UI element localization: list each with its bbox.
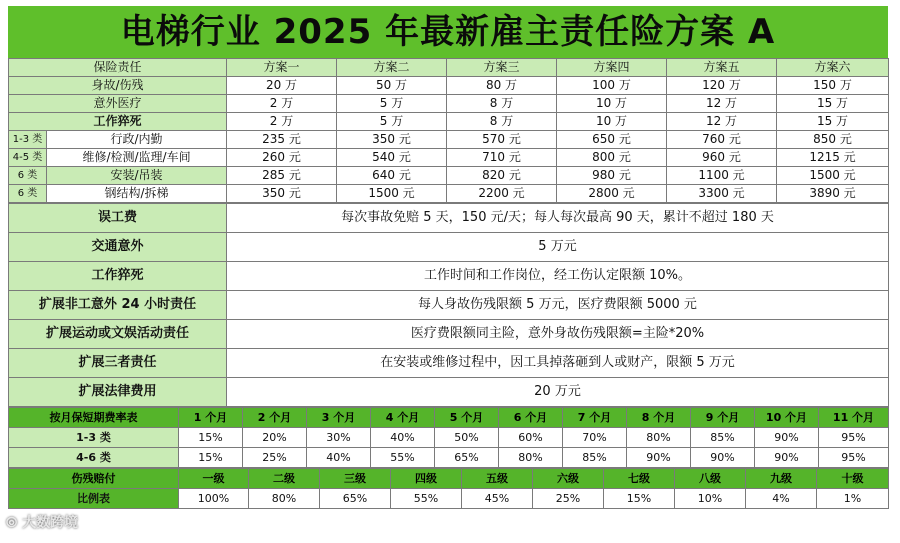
- cell: 100 万: [557, 77, 667, 95]
- cell: 55%: [391, 489, 462, 509]
- cell: 5 万元: [227, 233, 889, 262]
- cell: 820 元: [447, 167, 557, 185]
- month-header: 10 个月: [755, 408, 819, 428]
- cell: 工作时间和工作岗位，经工伤认定限额 10%。: [227, 262, 889, 291]
- table-row: [9, 167, 889, 185]
- cell: 50 万: [337, 77, 447, 95]
- cell: 90%: [691, 448, 755, 468]
- table-row: [9, 95, 889, 113]
- table-row: [9, 233, 889, 262]
- plan-column-header: 方案四: [557, 59, 667, 77]
- table-row: [9, 204, 889, 233]
- short-term-header-row: [9, 408, 889, 428]
- cell: 10%: [675, 489, 746, 509]
- cell: 80%: [499, 448, 563, 468]
- extras-table: [8, 203, 889, 407]
- cell: 1500 元: [337, 185, 447, 203]
- cell: 760 元: [667, 131, 777, 149]
- cell: 710 元: [447, 149, 557, 167]
- row-label: 身故/伤残: [9, 77, 227, 95]
- row-label: 扩展非工意外 24 小时责任: [9, 291, 227, 320]
- table-row: [9, 378, 889, 407]
- row-label: 交通意外: [9, 233, 227, 262]
- row-label: 安装/吊装: [47, 167, 227, 185]
- cell: 15%: [179, 448, 243, 468]
- cell: 540 元: [337, 149, 447, 167]
- cell: 2 万: [227, 95, 337, 113]
- level-header: 八级: [675, 469, 746, 489]
- cell: 25%: [533, 489, 604, 509]
- cell: 1500 元: [777, 167, 889, 185]
- cell: 15 万: [777, 113, 889, 131]
- month-header: 4 个月: [371, 408, 435, 428]
- cell: 260 元: [227, 149, 337, 167]
- cell: 8 万: [447, 95, 557, 113]
- table-row: [9, 291, 889, 320]
- level-header: 五级: [462, 469, 533, 489]
- cell: 40%: [371, 428, 435, 448]
- level-header: 六级: [533, 469, 604, 489]
- cell: 10 万: [557, 95, 667, 113]
- disability-header-row: [9, 469, 889, 489]
- page: [8, 6, 888, 509]
- cell: 10 万: [557, 113, 667, 131]
- cell: 4%: [746, 489, 817, 509]
- cell: 800 元: [557, 149, 667, 167]
- table-row: [9, 262, 889, 291]
- row-label: 工作猝死: [9, 262, 227, 291]
- table-row: [9, 428, 889, 448]
- row-label: 意外医疗: [9, 95, 227, 113]
- table-row: [9, 349, 889, 378]
- cell: 80 万: [447, 77, 557, 95]
- cell: 60%: [499, 428, 563, 448]
- month-header: 11 个月: [819, 408, 889, 428]
- plan-table: [8, 58, 889, 203]
- table-row: [9, 489, 889, 509]
- cell: 12 万: [667, 95, 777, 113]
- table-row: [9, 77, 889, 95]
- watermark-text: 大数跨境: [22, 515, 79, 531]
- row-label: 误工费: [9, 204, 227, 233]
- row-label: 行政/内勤: [47, 131, 227, 149]
- cell: 640 元: [337, 167, 447, 185]
- cell: 150 万: [777, 77, 889, 95]
- cell: 每人身故伤残限额 5 万元，医疗费限额 5000 元: [227, 291, 889, 320]
- cell: 235 元: [227, 131, 337, 149]
- cell: 100%: [179, 489, 249, 509]
- table-row: [9, 113, 889, 131]
- category-label: 6 类: [9, 185, 47, 203]
- cell: 65%: [435, 448, 499, 468]
- disability-table: [8, 468, 889, 509]
- cell: 570 元: [447, 131, 557, 149]
- cell: 95%: [819, 448, 889, 468]
- cell: 980 元: [557, 167, 667, 185]
- cell: 65%: [320, 489, 391, 509]
- cell: 350 元: [227, 185, 337, 203]
- table-row: [9, 320, 889, 349]
- cell: 每次事故免赔 5 天，150 元/天；每人每次最高 90 天，累计不超过 180 天: [227, 204, 889, 233]
- row-label: 维修/检测/监理/车间: [47, 149, 227, 167]
- month-header: 1 个月: [179, 408, 243, 428]
- cell: 5 万: [337, 95, 447, 113]
- month-header: 8 个月: [627, 408, 691, 428]
- table-row: [9, 185, 889, 203]
- cell: 15 万: [777, 95, 889, 113]
- cell: 5 万: [337, 113, 447, 131]
- row-label: 扩展法律费用: [9, 378, 227, 407]
- cell: 70%: [563, 428, 627, 448]
- cell: 350 元: [337, 131, 447, 149]
- watermark: [6, 512, 78, 532]
- cell: 1%: [817, 489, 889, 509]
- cell: 医疗费限额同主险，意外身故伤残限额=主险*20%: [227, 320, 889, 349]
- row-label: 工作猝死: [9, 113, 227, 131]
- cell: 在安装或维修过程中，因工具掉落砸到人或财产，限额 5 万元: [227, 349, 889, 378]
- cell: 1100 元: [667, 167, 777, 185]
- cell: 80%: [249, 489, 320, 509]
- disability-label-top: 伤残赔付: [9, 469, 179, 489]
- month-header: 5 个月: [435, 408, 499, 428]
- cell: 8 万: [447, 113, 557, 131]
- level-header: 三级: [320, 469, 391, 489]
- cell: 20%: [243, 428, 307, 448]
- cell: 20 万: [227, 77, 337, 95]
- row-label: 钢结构/拆梯: [47, 185, 227, 203]
- level-header: 四级: [391, 469, 462, 489]
- cell: 3890 元: [777, 185, 889, 203]
- month-header: 2 个月: [243, 408, 307, 428]
- cell: 95%: [819, 428, 889, 448]
- table-row: [9, 131, 889, 149]
- level-header: 十级: [817, 469, 889, 489]
- plan-column-header: 方案五: [667, 59, 777, 77]
- month-header: 9 个月: [691, 408, 755, 428]
- short-term-rate-table: [8, 407, 889, 468]
- category-label: 1-3 类: [9, 131, 47, 149]
- plan-header-row: [9, 59, 889, 77]
- plan-column-header: 方案一: [227, 59, 337, 77]
- row-label: 4-6 类: [9, 448, 179, 468]
- level-header: 九级: [746, 469, 817, 489]
- cell: 90%: [755, 448, 819, 468]
- cell: 30%: [307, 428, 371, 448]
- cell: 25%: [243, 448, 307, 468]
- row-label: 扩展三者责任: [9, 349, 227, 378]
- cell: 40%: [307, 448, 371, 468]
- cell: 50%: [435, 428, 499, 448]
- table-row: [9, 149, 889, 167]
- table-row: [9, 448, 889, 468]
- plan-column-header: 方案二: [337, 59, 447, 77]
- cell: 15%: [179, 428, 243, 448]
- level-header: 七级: [604, 469, 675, 489]
- category-label: 4-5 类: [9, 149, 47, 167]
- cell: 45%: [462, 489, 533, 509]
- level-header: 二级: [249, 469, 320, 489]
- cell: 1215 元: [777, 149, 889, 167]
- cell: 650 元: [557, 131, 667, 149]
- cell: 2 万: [227, 113, 337, 131]
- cell: 90%: [627, 448, 691, 468]
- plan-column-header: 方案三: [447, 59, 557, 77]
- level-header: 一级: [179, 469, 249, 489]
- cell: 80%: [627, 428, 691, 448]
- short-term-header: 按月保短期费率表: [9, 408, 179, 428]
- cell: 90%: [755, 428, 819, 448]
- plan-column-header: 方案六: [777, 59, 889, 77]
- disability-label-bottom: 比例表: [9, 489, 179, 509]
- category-label: 6 类: [9, 167, 47, 185]
- cell: 850 元: [777, 131, 889, 149]
- cell: 2200 元: [447, 185, 557, 203]
- watermark-icon: ⦾: [6, 515, 23, 531]
- month-header: 6 个月: [499, 408, 563, 428]
- month-header: 7 个月: [563, 408, 627, 428]
- cell: 120 万: [667, 77, 777, 95]
- month-header: 3 个月: [307, 408, 371, 428]
- page-title: 电梯行业 2025 年最新雇主责任险方案 A: [8, 6, 888, 58]
- cell: 20 万元: [227, 378, 889, 407]
- cell: 2800 元: [557, 185, 667, 203]
- row-label: 1-3 类: [9, 428, 179, 448]
- cell: 15%: [604, 489, 675, 509]
- cell: 285 元: [227, 167, 337, 185]
- cell: 960 元: [667, 149, 777, 167]
- cell: 3300 元: [667, 185, 777, 203]
- cell: 12 万: [667, 113, 777, 131]
- coverage-header: 保险责任: [9, 59, 227, 77]
- cell: 85%: [691, 428, 755, 448]
- cell: 85%: [563, 448, 627, 468]
- cell: 55%: [371, 448, 435, 468]
- row-label: 扩展运动或文娱活动责任: [9, 320, 227, 349]
